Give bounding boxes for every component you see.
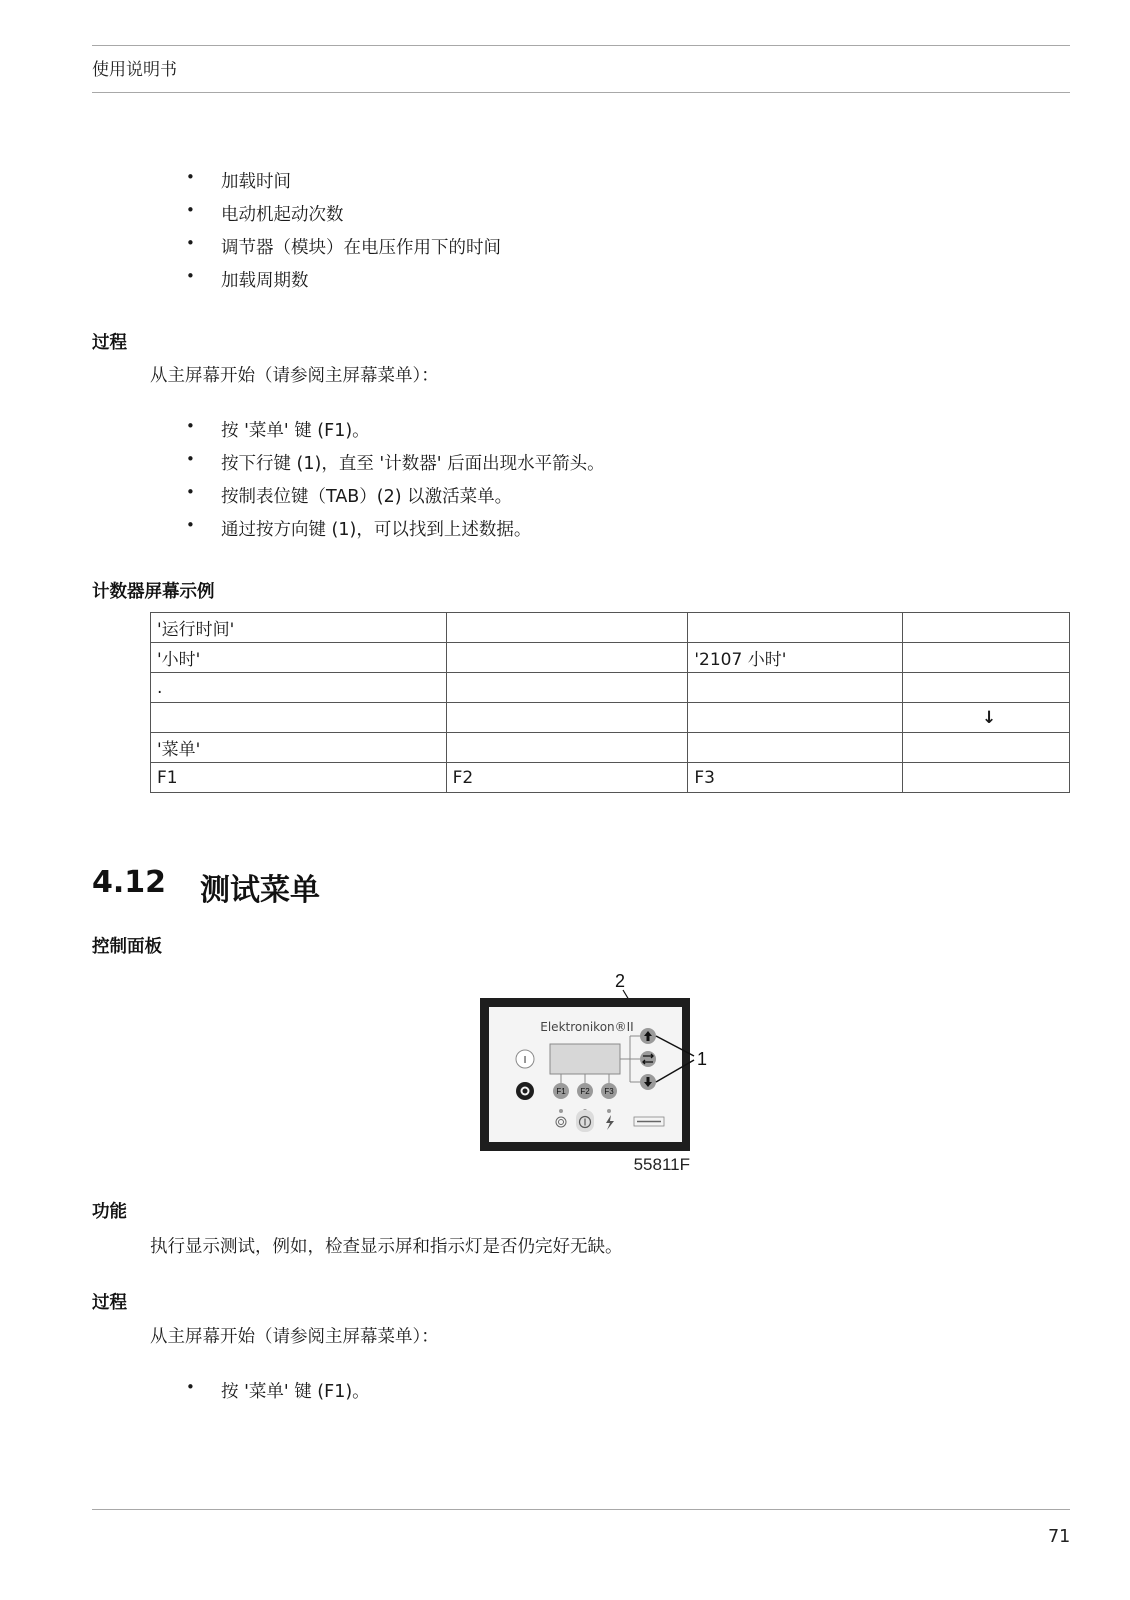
procedure-intro: 从主屏幕开始（请参阅主屏幕菜单）： [150,366,439,386]
table-cell: F3 [688,763,903,793]
list-item: • 按制表位键（TAB）(2) 以激活菜单。 [186,483,605,516]
table-cell [688,733,903,763]
table-cell [688,703,903,733]
panel-brand: Elektronikon®II [540,1020,634,1034]
list-item: • 加载周期数 [186,267,501,300]
start-key-label: I [523,1055,527,1066]
section-number: 4.12 [92,865,167,900]
procedure-heading: 过程 [92,1293,127,1313]
table-row [151,703,1070,733]
table-cell: F1 [151,763,447,793]
callout-1: 1 [696,1049,708,1069]
table-cell [903,673,1070,703]
procedure-intro: 从主屏幕开始（请参阅主屏幕菜单）： [150,1327,439,1347]
down-arrow-icon: ↓ [903,703,1070,733]
table-row [151,733,1070,763]
table-cell [446,613,688,643]
counter-screen-table [150,612,1070,793]
list-item: • 按下行键 (1)，直至 '计数器' 后面出现水平箭头。 [186,450,605,483]
footer-rule [92,1509,1070,1510]
procedure-steps-list [186,417,605,549]
header-rule-top [92,45,1070,46]
page-number: 71 [1048,1527,1071,1547]
table-cell [903,763,1070,793]
list-item: • 通过按方向键 (1)，可以找到上述数据。 [186,516,605,549]
procedure-heading: 过程 [92,333,127,353]
procedure-steps-list [186,1378,370,1411]
list-item: • 调节器（模块）在电压作用下的时间 [186,234,501,267]
table-cell [688,613,903,643]
led-indicator [559,1109,563,1113]
function-heading: 功能 [92,1202,127,1222]
list-item: • 电动机起动次数 [186,201,501,234]
table-cell [446,733,688,763]
table-cell: '菜单' [151,733,447,763]
table-cell [903,643,1070,673]
svg-text:F3: F3 [604,1087,614,1096]
table-cell [446,703,688,733]
table-cell [903,733,1070,763]
table-row [151,673,1070,703]
table-cell: . [151,673,447,703]
list-item: • 按 '菜单' 键 (F1)。 [186,1378,370,1411]
figure-caption: 55811F [633,1155,690,1174]
table-cell [446,673,688,703]
table-cell: '运行时间' [151,613,447,643]
header-rule-bottom [92,92,1070,93]
callout-2: 2 [614,971,626,991]
counter-items-list [186,168,501,300]
table-cell [151,703,447,733]
table-cell: '2107 小时' [688,643,903,673]
table-row [151,643,1070,673]
table-row [151,763,1070,793]
table-cell: '小时' [151,643,447,673]
table-cell [446,643,688,673]
table-cell [903,613,1070,643]
table-cell: F2 [446,763,688,793]
section-title: 测试菜单 [200,873,320,908]
control-panel-figure [480,970,710,1180]
tab-key-icon [640,1051,656,1067]
table-row [151,613,1070,643]
control-panel-heading: 控制面板 [92,937,162,957]
counter-example-heading: 计数器屏幕示例 [92,582,215,602]
led-indicator [607,1109,611,1113]
list-item: • 按 '菜单' 键 (F1)。 [186,417,605,450]
panel-display [550,1044,620,1074]
list-item: • 加载时间 [186,168,501,201]
table-cell [688,673,903,703]
svg-text:F1: F1 [556,1087,566,1096]
header-title: 使用说明书 [92,60,177,80]
svg-text:F2: F2 [580,1087,590,1096]
function-text: 执行显示测试，例如，检查显示屏和指示灯是否仍完好无缺。 [150,1237,623,1257]
